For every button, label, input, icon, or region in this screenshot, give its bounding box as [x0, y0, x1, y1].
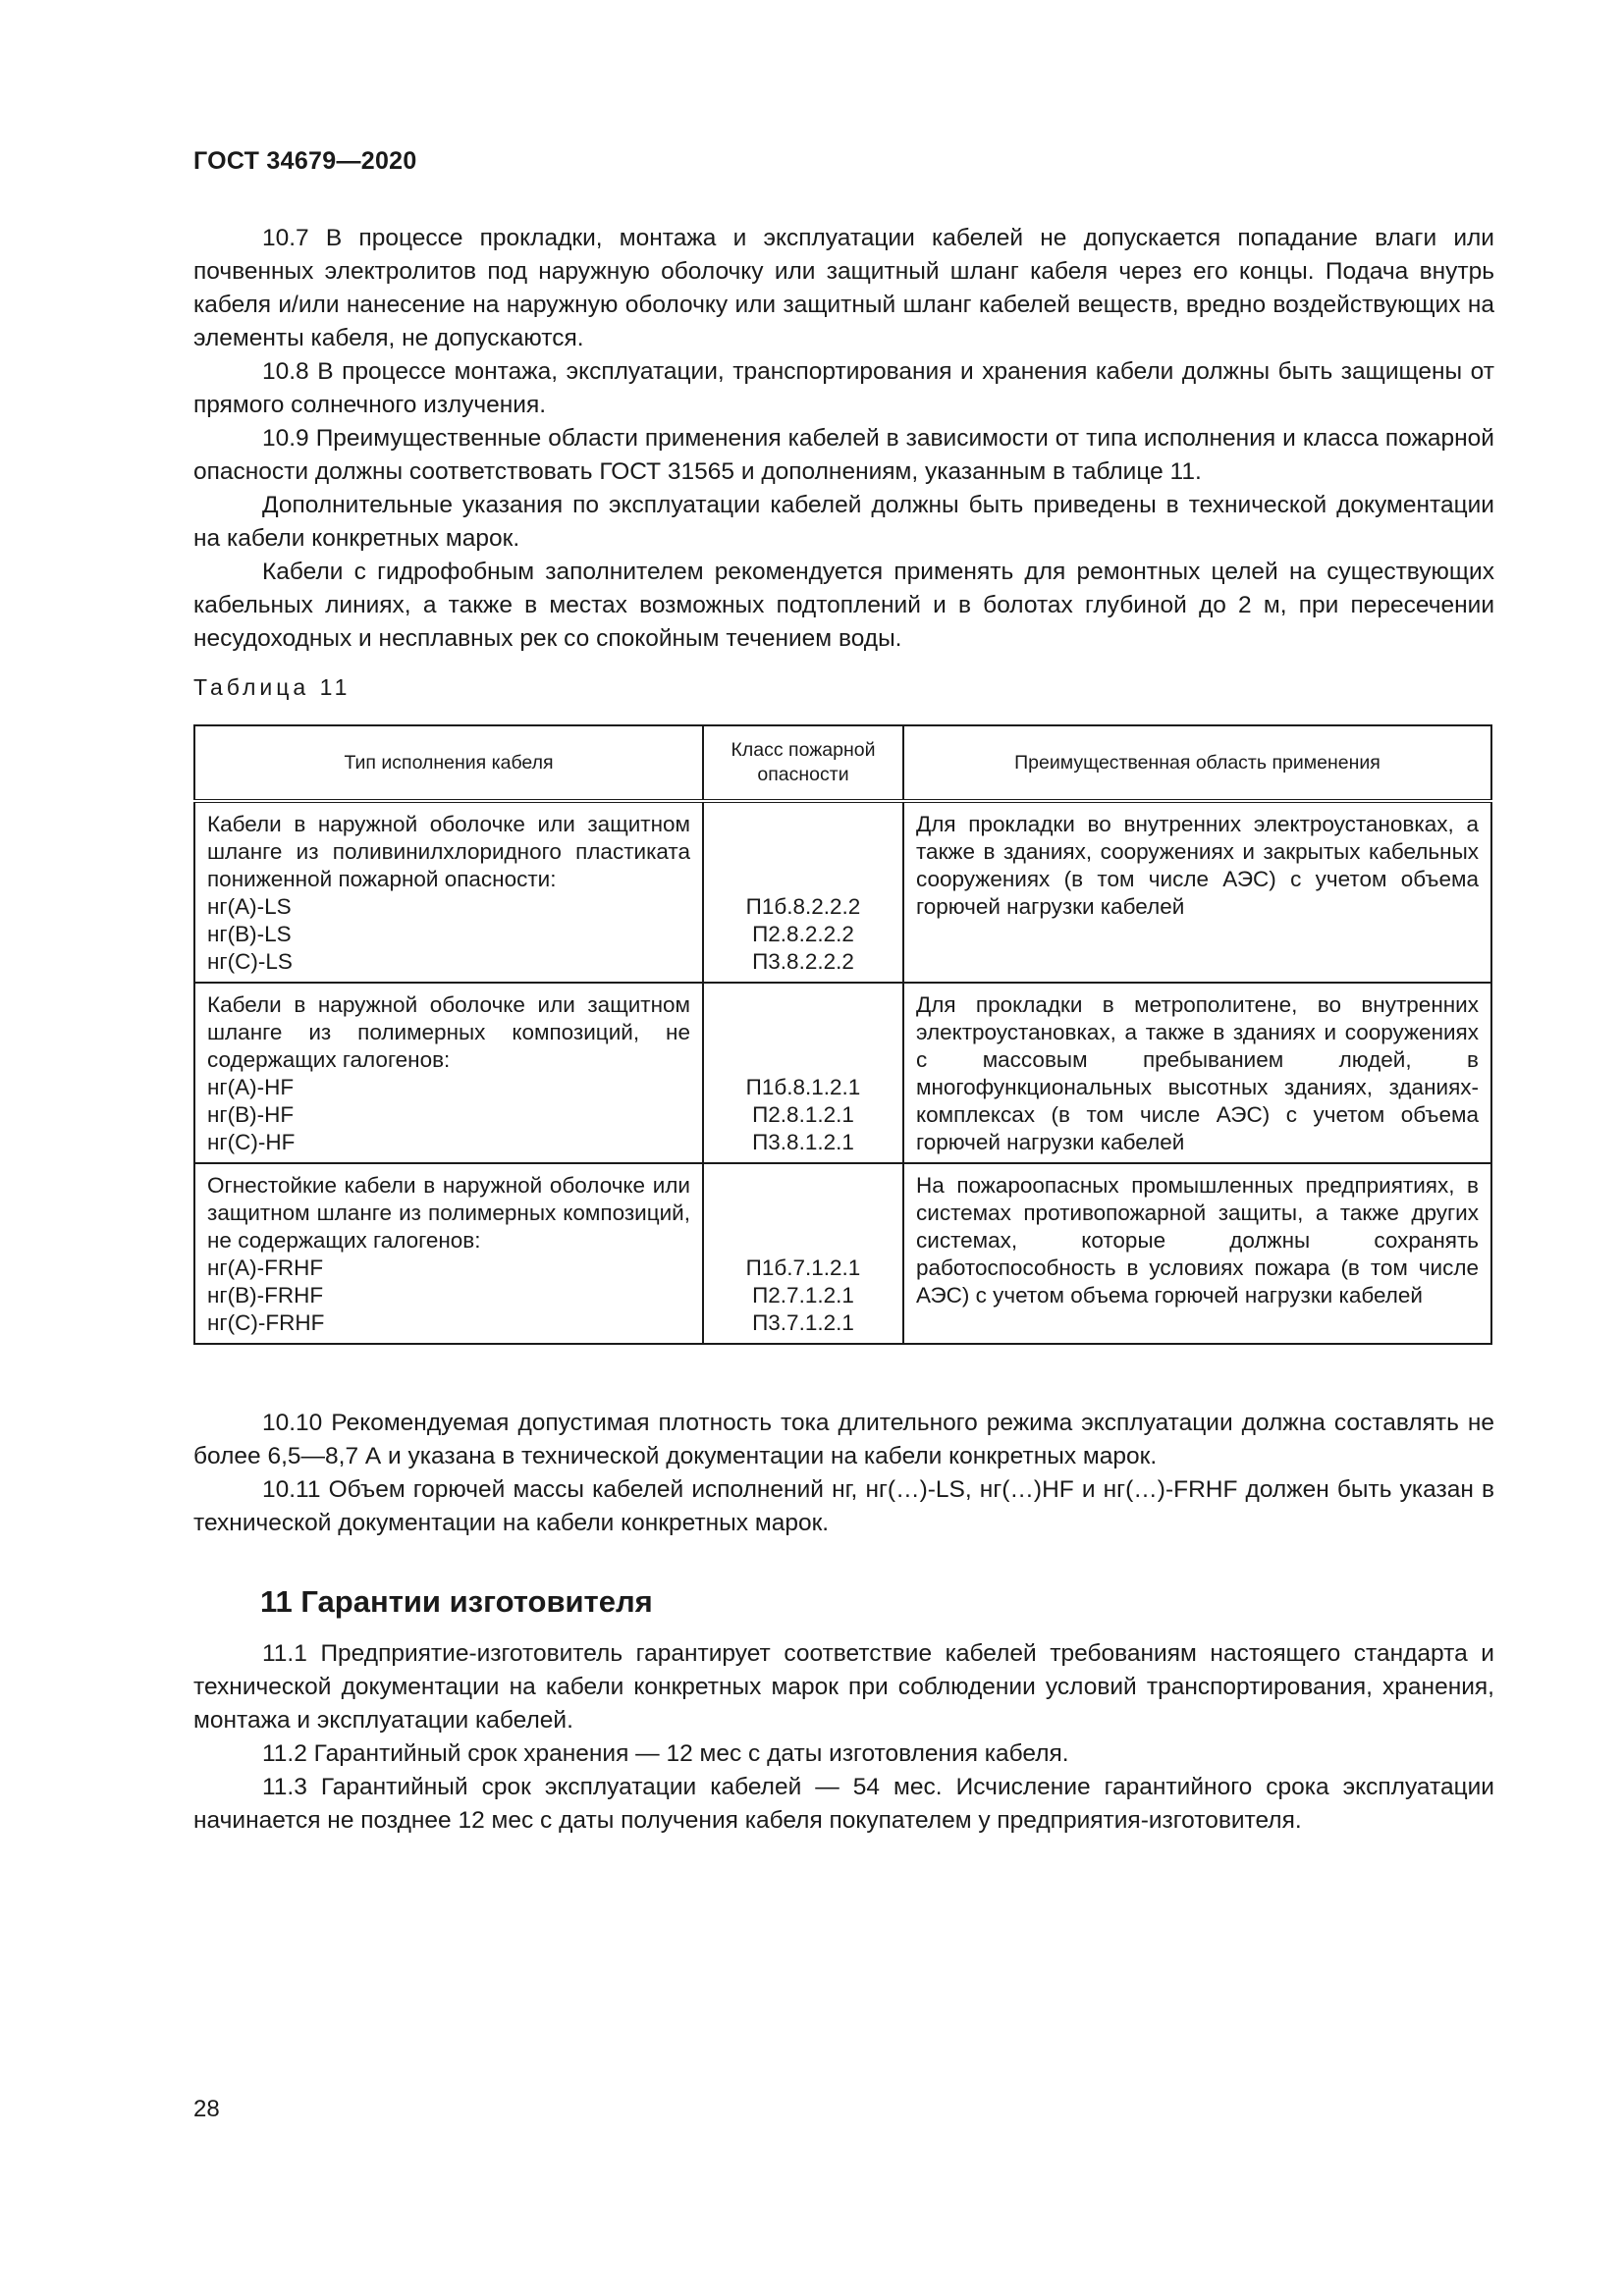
cable-type-description: Кабели в наружной оболочке или защитном шланге из поливинилхлоридного пластиката пониженной пожарной опасности:: [207, 812, 690, 891]
paragraph-hydrophobic-cables: Кабели с гидрофобным заполнителем рекомендуется применять для ремонтных целей на существующих кабельных линиях, а также в местах возможных подтоплений и в болотах глубиной до 2 м, при пересечении несудоходных и несплавных рек со спокойным течением воды.: [193, 559, 1494, 652]
paragraph-11-1: 11.1 Предприятие-изготовитель гарантирует соответствие кабелей требованиям настоящего стандарта и технической документации на кабели конкретных марок при соблюдении условий транспортирования, хранения, монтажа и эксплуатации кабелей.: [193, 1640, 1494, 1734]
fire-class-value: П2.8.1.2.1: [752, 1102, 854, 1127]
cell-fire-class: [703, 983, 903, 1163]
paragraph-11-2: 11.2 Гарантийный срок хранения — 12 мес с даты изготовления кабеля.: [262, 1740, 1069, 1767]
cable-type-description: Кабели в наружной оболочке или защитном шланге из полимерных композиций, не содержащих галогенов:: [207, 992, 690, 1072]
cable-variant: нг(B)-HF: [207, 1102, 295, 1127]
table-header-row: [194, 725, 1491, 801]
table-row: [194, 1163, 1491, 1344]
page-number: 28: [193, 2096, 220, 2122]
header-cable-type: Тип исполнения кабеля: [194, 725, 703, 801]
fire-class-value: П1б.8.1.2.1: [745, 1075, 861, 1099]
cell-application-area: Для прокладки в метрополитене, во внутренних электроустановках, а также в зданиях и сооружениях с массовым пребыванием людей, в многофункциональных высотных зданиях, зданиях-комплексах (в том числе АЭС) с учетом объема горючей нагрузки кабелей: [903, 983, 1491, 1163]
cable-variant: нг(A)-LS: [207, 894, 292, 919]
fire-class-value: П1б.8.2.2.2: [745, 894, 861, 919]
document-code-header: ГОСТ 34679—2020: [193, 147, 417, 175]
cable-variant: нг(C)-FRHF: [207, 1310, 325, 1335]
cable-variant: нг(C)-HF: [207, 1130, 296, 1154]
text-block-bottom: [193, 1637, 1494, 1838]
text-block-middle: [193, 1407, 1494, 1540]
paragraph-11-3: 11.3 Гарантийный срок эксплуатации кабелей — 54 мес. Исчисление гарантийного срока эксплуатации начинается не позднее 12 мес с даты получения кабеля покупателем у предприятия-изготовителя.: [193, 1774, 1494, 1834]
fire-class-value: П3.8.1.2.1: [752, 1130, 854, 1154]
cable-variant: нг(B)-FRHF: [207, 1283, 324, 1308]
cell-application-area: Для прокладки во внутренних электроустановках, а также в зданиях, сооружениях и закрытых кабельных сооружениях (в том числе АЭС) с учетом объема горючей нагрузки кабелей: [903, 801, 1491, 983]
table-caption: Таблица 11: [193, 674, 352, 700]
cable-application-table: [193, 724, 1492, 1345]
cell-cable-type: [194, 1163, 703, 1344]
cable-variant: нг(A)-FRHF: [207, 1255, 324, 1280]
table-row: [194, 983, 1491, 1163]
cell-fire-class: [703, 801, 903, 983]
paragraph-10-11: 10.11 Объем горючей массы кабелей исполнений нг, нг(…)-LS, нг(…)HF и нг(…)-FRHF должен быть указан в технической документации на кабели конкретных марок.: [193, 1476, 1494, 1536]
section-title: 11 Гарантии изготовителя: [260, 1584, 653, 1619]
header-application-area: Преимущественная область применения: [903, 725, 1491, 801]
cell-fire-class: [703, 1163, 903, 1344]
paragraph-10-9: 10.9 Преимущественные области применения кабелей в зависимости от типа исполнения и класса пожарной опасности должны соответствовать ГОСТ 31565 и дополнениям, указанным в таблице 11.: [193, 425, 1494, 485]
cell-cable-type: [194, 801, 703, 983]
paragraph-10-7: 10.7 В процессе прокладки, монтажа и эксплуатации кабелей не допускается попадание влаги или почвенных электролитов под наружную оболочку или защитный шланг кабеля через его концы. Подача внутрь кабеля и/или нанесение на наружную оболочку или защитный шланг кабелей веществ, вредно воздействующих на элементы кабеля, не допускаются.: [193, 225, 1494, 351]
fire-class-value: П2.7.1.2.1: [752, 1283, 854, 1308]
table-row: [194, 801, 1491, 983]
cell-application-area: На пожароопасных промышленных предприятиях, в системах противопожарной защиты, а также других системах, которые должны сохранять работоспособность в условиях пожара (в том числе АЭС) с учетом объема горючей нагрузки кабелей: [903, 1163, 1491, 1344]
fire-class-value: П3.7.1.2.1: [752, 1310, 854, 1335]
text-block-top: [193, 222, 1494, 656]
cable-variant: нг(B)-LS: [207, 922, 292, 946]
cable-variant: нг(A)-HF: [207, 1075, 295, 1099]
cable-type-description: Огнестойкие кабели в наружной оболочке или защитном шланге из полимерных композиций, не содержащих галогенов:: [207, 1173, 690, 1253]
cable-variant: нг(C)-LS: [207, 949, 293, 974]
paragraph-10-8: 10.8 В процессе монтажа, эксплуатации, транспортирования и хранения кабели должны быть защищены от прямого солнечного излучения.: [193, 358, 1494, 418]
fire-class-value: П2.8.2.2.2: [752, 922, 854, 946]
header-fire-class: Класс пожарной опасности: [703, 725, 903, 801]
paragraph-10-10: 10.10 Рекомендуемая допустимая плотность тока длительного режима эксплуатации должна составлять не более 6,5—8,7 А и указана в технической документации на кабели конкретных марок.: [193, 1410, 1494, 1469]
paragraph-additional-instructions: Дополнительные указания по эксплуатации кабелей должны быть приведены в технической документации на кабели конкретных марок.: [193, 492, 1494, 552]
fire-class-value: П1б.7.1.2.1: [745, 1255, 861, 1280]
cell-cable-type: [194, 983, 703, 1163]
fire-class-value: П3.8.2.2.2: [752, 949, 854, 974]
